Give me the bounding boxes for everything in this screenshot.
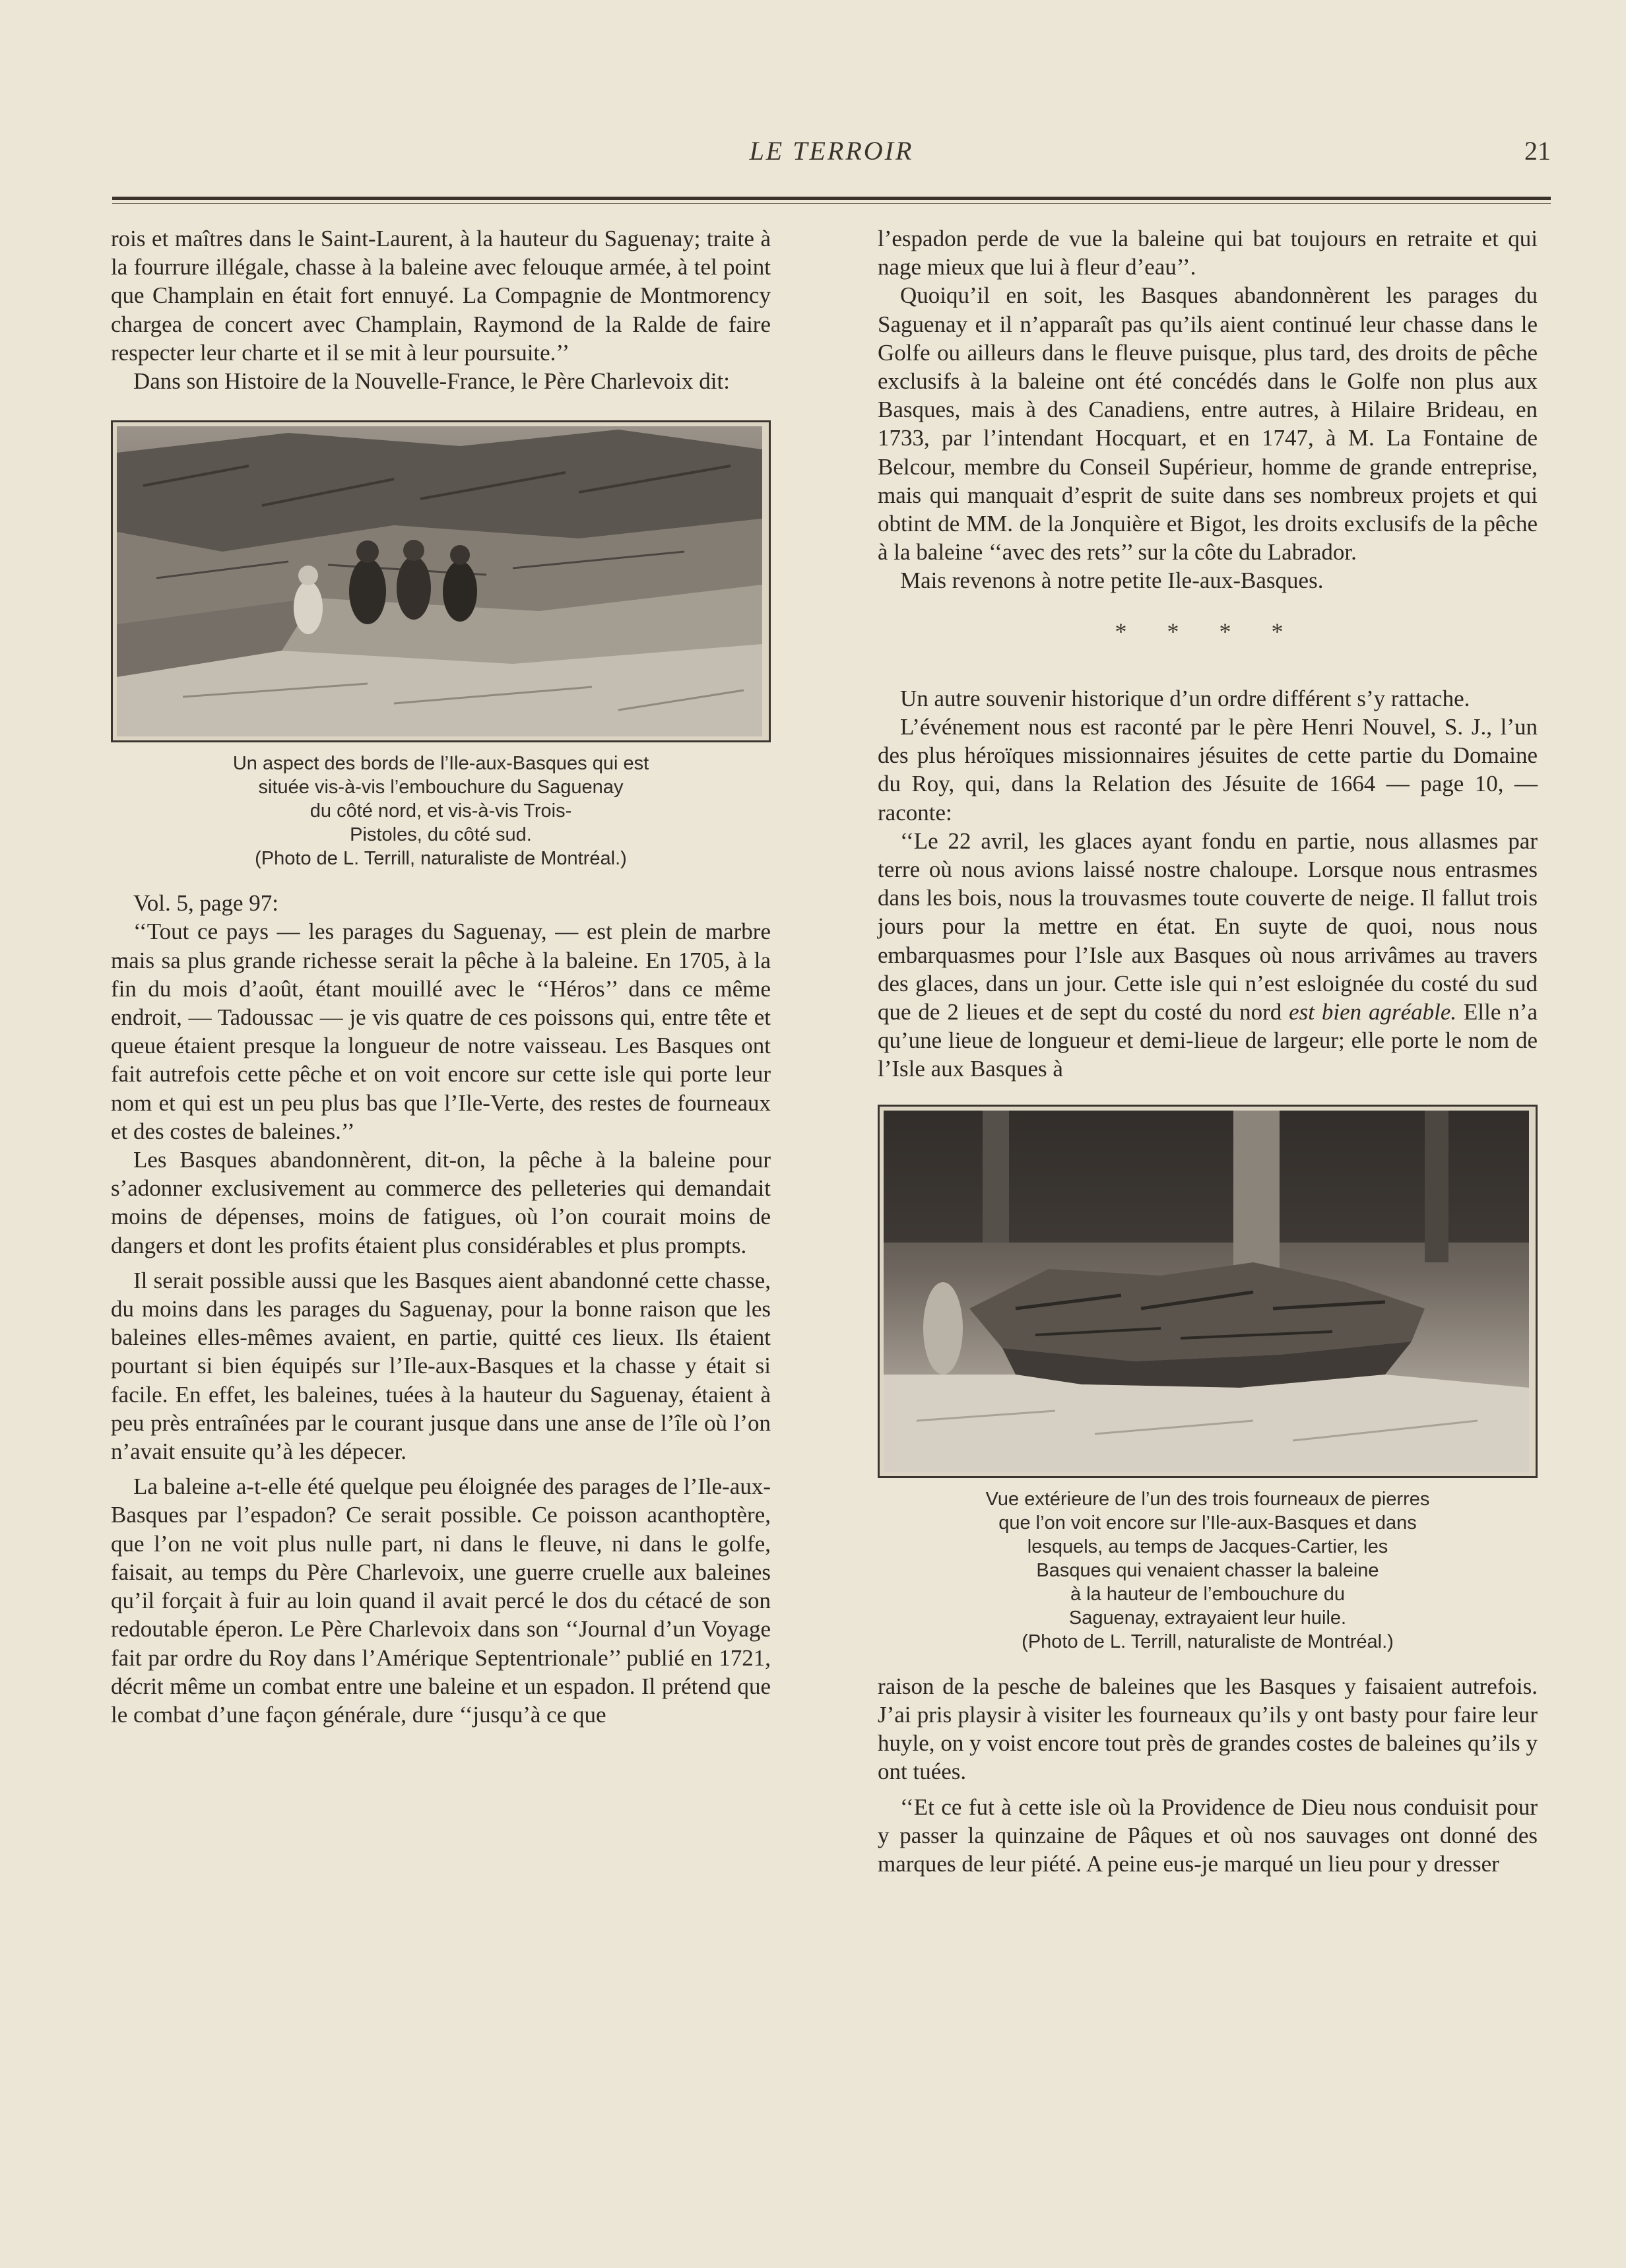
caption-line: Basques qui venaient chasser la baleine	[1036, 1559, 1379, 1581]
figure-rocky-shore	[111, 420, 771, 870]
paragraph: Vol. 5, page 97:	[133, 890, 279, 917]
photo-frame	[111, 420, 771, 742]
paragraph: raison de la pesche de baleines que les Basques y faisaient autrefois. J’ai pris playsir à visiter les fourneaux qu’ils y ont basty pour faire leur huyle, on y voist encore tout près de grandes costes de baleines qu’ils y ont tuées.	[878, 1673, 1538, 1785]
paragraph: Un autre souvenir historique d’un ordre différent s’y rattache.	[900, 685, 1470, 711]
caption-line: Pistoles, du côté sud.	[350, 824, 532, 846]
caption-line: située vis-à-vis l’embouchure du Saguenay	[258, 777, 624, 798]
photo-frame	[878, 1105, 1538, 1478]
rocky-shore-photo	[117, 426, 762, 736]
header-rule-thin	[112, 203, 1551, 204]
paragraph: rois et maîtres dans le Saint-Laurent, à la hauteur du Saguenay; traite à la fourrure illégale, chasse à la baleine avec felouque armée, à tel point que Champlain en était fort ennuyé. La Compagnie de Montmorency chargea de concert avec Champlain, Raymond de la Ralde de faire respecter leur charte et il se mit à leur poursuite.’’	[111, 226, 771, 366]
section-separator: * * * *	[1115, 618, 1301, 645]
paragraph: Les Basques abandonnèrent, dit-on, la pêche à la baleine pour s’adonner exclusivement au commerce des pelleteries qui demandait moins de dépenses, moins de fatigues, où l’on courait moins de dangers et dont les profits étaient plus considérables et plus prompts.	[111, 1147, 771, 1258]
figure-caption	[117, 752, 764, 870]
caption-line: Saguenay, extrayaient leur huile.	[1068, 1607, 1347, 1629]
caption-line: lesquels, au temps de Jacques-Cartier, les	[1027, 1536, 1388, 1557]
quote-text: ‘‘Le 22 avril, les glaces ayant fondu en partie, nous allasmes par terre où nous avions laissé nostre chaloupe. Lorsque nous entrasmes dans les bois, nous la trouvasmes toute couverte de neige. Il fallut trois jours pour la mettre en état. En suyte de quoi, nous nous embarquasmes pour l’Isle aux Basques où nous arrivâmes au travers des glaces, dans un jour. Cette isle qui n’est esloignée du costé du sud que de 2 lieues et de sept du costé du nord	[878, 827, 1538, 1025]
paragraph: Dans son Histoire de la Nouvelle-France, le Père Charlevoix dit:	[133, 368, 730, 395]
quote-text: Elle n’a qu’une lieue de longueur et demi-lieue de largeur; elle porte le nom de l’Isle aux Basques à	[878, 999, 1538, 1082]
running-header	[112, 135, 1551, 181]
paragraph: Il serait possible aussi que les Basques aient abandonné cette chasse, du moins dans les parages du Saguenay, pour la bonne raison que les baleines elles-mêmes avaient, en partie, quitté ces lieux. Ils étaient pourtant si bien équipés sur l’Ile-aux-Basques et la chasse y était si facile. En effet, les baleines, tuées à la hauteur du Saguenay, étaient à peu près entraînées par le courant jusque dans une anse de l’île où l’on n’avait ensuite qu’à les dépecer.	[111, 1267, 771, 1465]
running-title: LE TERROIR	[749, 136, 914, 166]
caption-line: à la hauteur de l’embouchure du	[1070, 1583, 1345, 1605]
figure-stone-furnace	[878, 1105, 1538, 1654]
caption-line: Vue extérieure de l’un des trois fourneaux de pierres	[985, 1488, 1430, 1510]
paragraph: La baleine a-t-elle été quelque peu éloignée des parages de l’Ile-aux-Basques par l’espadon? Ce serait possible. Ce poisson acanthoptère, que l’on ne voit plus nulle part, ni dans le fleuve, ni dans le golfe, faisait, au temps du Père Charlevoix, une guerre cruelle aux baleines qu’il forçait à fuir au loin quand il avait percé le dos du cétacé de son redoutable éperon. Le Père Charlevoix dans son ‘‘Journal d’un Voyage fait par ordre du Roy dans l’Amérique Septentrionale’’ publié en 1721, décrit même un combat entre une baleine et un espadon. Il prétend que le combat d’une façon générale, dure ‘‘jusqu’à ce que	[111, 1474, 771, 1728]
paragraph: l’espadon perde de vue la baleine qui bat toujours en retraite et qui nage mieux que lui à fleur d’eau’’.	[878, 226, 1538, 280]
caption-line: du côté nord, et vis-à-vis Trois-	[309, 800, 572, 822]
stone-furnace-photo	[884, 1111, 1529, 1472]
right-column	[878, 224, 1538, 2237]
figure-caption	[884, 1487, 1531, 1654]
left-column	[111, 224, 771, 2237]
page-number: 21	[1524, 136, 1551, 166]
paragraph: Quoiqu’il en soit, les Basques abandonnèrent les parages du Saguenay et il n’apparaît pas qu’ils aient continué leur chasse dans le Golfe ou ailleurs dans le fleuve puisque, plus tard, des droits de pêche exclusifs à la baleine ont été concédés dans le Golfe non plus aux Basques, mais à des Canadiens, entre autres, à Hilaire Brideau, en 1733, par l’intendant Hocquart, et en 1747, à M. La Fontaine de Belcour, membre du Conseil Supérieur, homme de grande entreprise, mais qui manquait d’esprit de suite dans ses nombreux projets et qui obtint de MM. de la Jonquière et Bigot, les droits exclusifs de la pêche à la baleine ‘‘avec des rets’’ sur la côte du Labrador.	[878, 282, 1538, 566]
paragraph-quote	[878, 827, 1538, 1084]
paragraph: Mais revenons à notre petite Ile-aux-Basques.	[900, 567, 1324, 594]
caption-line: (Photo de L. Terrill, naturaliste de Montréal.)	[1022, 1631, 1394, 1652]
quote-italic-text: est bien agréable.	[1289, 999, 1457, 1025]
paragraph: L’événement nous est raconté par le père Henri Nouvel, S. J., l’un des plus héroïques missionnaires jésuites de cette partie du Domaine du Roy, qui, dans la Relation des Jésuite de 1664 — page 10, — raconte:	[878, 714, 1538, 826]
caption-line: Un aspect des bords de l’Ile-aux-Basques qui est	[232, 753, 649, 775]
paragraph: ‘‘Et ce fut à cette isle où la Providence de Dieu nous conduisit pour y passer la quinzaine de Pâques et où nos sauvages ont donné des marques de leur piété. A peine eus-je marqué un lieu pour y dresser	[878, 1794, 1538, 1877]
caption-line: que l’on voit encore sur l’Ile-aux-Basques et dans	[998, 1512, 1417, 1534]
paragraph: ‘‘Tout ce pays — les parages du Saguenay, — est plein de marbre mais sa plus grande richesse serait la pêche à la baleine. En 1705, à la fin du mois d’août, étant mouillé avec le ‘‘Héros’’ dans ce même endroit, — Tadoussac — je vis quatre de ces poissons qui, entre tête et queue étaient presque la longueur de notre vaisseau. Les Basques ont fait autrefois cette pêche et on voit encore sur cette isle qui porte leur nom et qui est un peu plus bas que l’Ile-Verte, des restes de fourneaux et des costes de baleines.’’	[111, 919, 771, 1144]
caption-line: (Photo de L. Terrill, naturaliste de Montréal.)	[255, 848, 627, 870]
header-rule	[112, 197, 1551, 200]
